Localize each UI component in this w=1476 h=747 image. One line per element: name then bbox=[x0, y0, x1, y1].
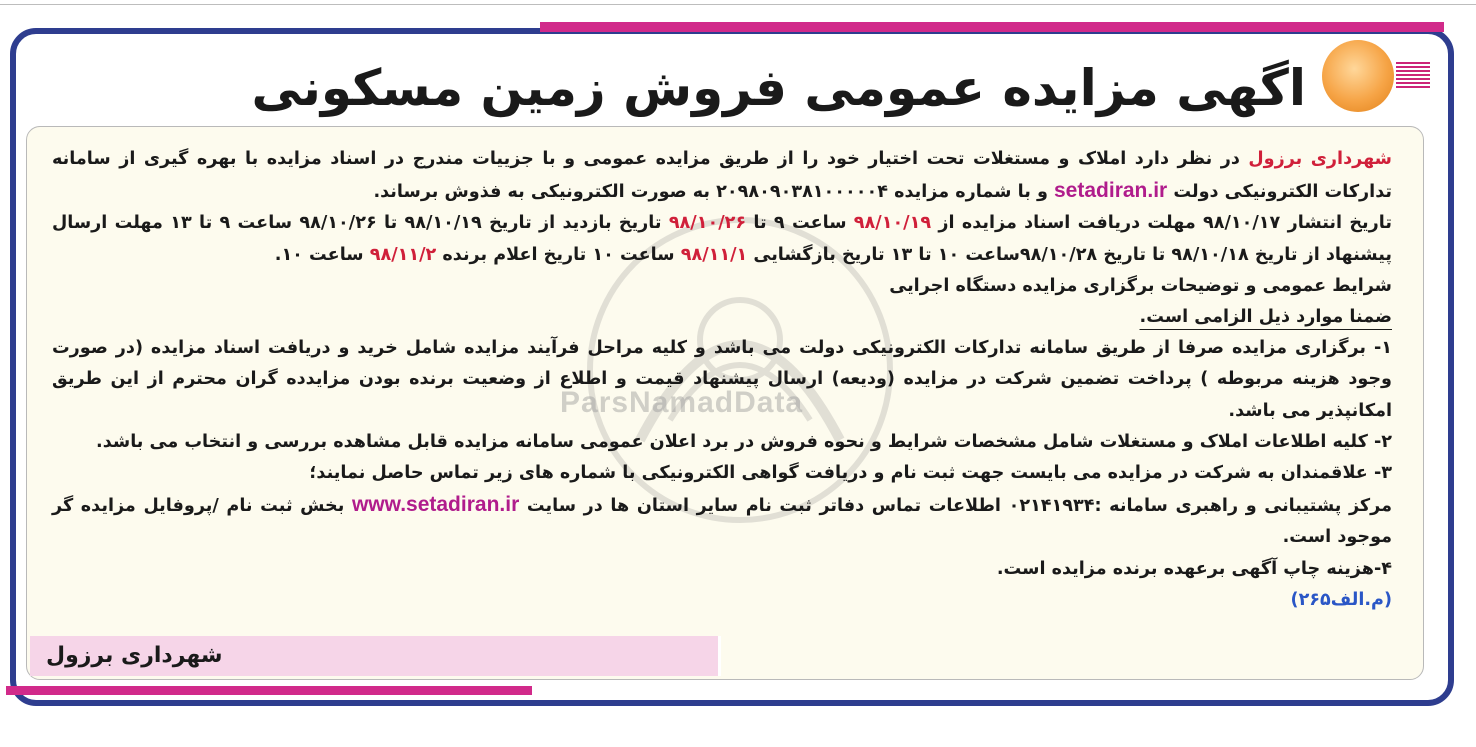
signature: شهرداری برزول bbox=[46, 643, 223, 668]
intro-text-a: در نظر دارد املاک و مستغلات تحت اختیار خود را از طریق مزایده عمومی و با جزییات مندرج در اسناد مزایده با بهره گیری از سامانه تدارکات الکترونیکی دولت bbox=[52, 149, 1392, 203]
org-name: شهرداری برزول bbox=[1248, 149, 1392, 169]
mandatory-note bbox=[52, 302, 1392, 333]
item-2: ۲- کلیه اطلاعات املاک و مستغلات شامل مشخصات شرایط و نحوه فروش در برد اعلان عمومی سامانه مزایده قابل مشاهده بررسی و انتخاب می باشد. bbox=[96, 431, 1392, 452]
bottom-magenta-bar-overlay bbox=[6, 686, 532, 695]
item-3: ۳- علاقمندان به شرکت در مزایده می بایست جهت ثبت نام و دریافت گواهی الکترونیکی با شماره های زیر تماس حاصل نمایند؛ bbox=[309, 463, 1392, 484]
support-text-a: مرکز پشتیبانی و راهبری سامانه :۰۲۱۴۱۹۳۴ اطلاعات تماس دفاتر ثبت نام سایر استان ها در سایت bbox=[519, 496, 1392, 517]
top-rule bbox=[0, 4, 1476, 5]
support-text-b: بخش ثبت نام /پروفایل مزایده گر موجود است. bbox=[52, 496, 1392, 548]
dates-text-1: تاریخ انتشار ۹۸/۱۰/۱۷ مهلت دریافت اسناد مزایده از bbox=[931, 213, 1392, 234]
reference-code bbox=[52, 585, 1392, 616]
orange-circle-icon bbox=[1322, 40, 1394, 112]
top-magenta-bar-overlay bbox=[540, 22, 1444, 32]
dates-text-5: ساعت ۱۰. bbox=[274, 244, 370, 265]
item-4: ۴-هزینه چاپ آگهی برعهده برنده مزایده است. bbox=[996, 558, 1392, 579]
watermark-text: ParsNamadData bbox=[560, 386, 804, 419]
magenta-stripes-icon bbox=[1396, 62, 1430, 90]
intro-text-b: و با شماره مزایده ۲۰۹۸۰۹۰۳۸۱۰۰۰۰۰۴ به صورت الکترونیکی به فذوش برساند. bbox=[373, 182, 1054, 203]
dates-text-3: تاریخ بازدید از تاریخ ۹۸/۱۰/۱۹ تا ۹۸/۱۰/۲۶ ساعت ۹ تا ۱۳ مهلت ارسال پیشنهاد از تاریخ ۹۸/۱۰/۱۸ تا تاریخ ۹۸/۱۰/۲۸ساعت ۱۰ تا ۱۳ تاریخ بازگشایی bbox=[52, 213, 1392, 265]
reference-code-text: (م.الف۲۶۵) bbox=[1290, 589, 1392, 610]
ad-title: اگهی مزایده عمومی فروش زمین مسکونی bbox=[251, 59, 1306, 117]
date-docs-end: ۹۸/۱۰/۲۶ bbox=[668, 213, 747, 234]
ad-body bbox=[52, 144, 1392, 616]
item-1: ۱- برگزاری مزایده صرفا از طریق سامانه تدارکات الکترونیکی دولت می باشد و کلیه مراحل فرآیند مزایده شامل خرید و دریافت اسناد مزایده (در صورت وجود هزینه مربوطه ) پرداخت تضمین شرکت در مزایده (ودیعه) ارسال پیشنهاد قیمت و اطلاع از وضعیت برنده بودن مزایدده گران محترم از این طریق امکانپذیر می باشد. bbox=[52, 338, 1392, 421]
setad-site-link[interactable]: setadiran.ir bbox=[1054, 179, 1168, 203]
date-docs-start: ۹۸/۱۰/۱۹ bbox=[853, 213, 932, 234]
dates-paragraph bbox=[52, 208, 1392, 270]
mandatory-note-text: ضمنا موارد ذیل الزامی است. bbox=[1139, 307, 1392, 328]
date-opening: ۹۸/۱۱/۱ bbox=[680, 244, 748, 265]
dates-text-2: ساعت ۹ تا bbox=[746, 213, 854, 234]
conditions-heading: شرایط عمومی و توضیحات برگزاری مزایده دستگاه اجرایی bbox=[889, 275, 1392, 296]
dates-text-4: ساعت ۱۰ تاریخ اعلام برنده bbox=[436, 244, 681, 265]
setad-www-link[interactable]: www.setadiran.ir bbox=[351, 493, 520, 517]
intro-paragraph bbox=[52, 144, 1392, 208]
date-winner: ۹۸/۱۱/۲ bbox=[369, 244, 437, 265]
support-paragraph bbox=[52, 489, 1392, 553]
